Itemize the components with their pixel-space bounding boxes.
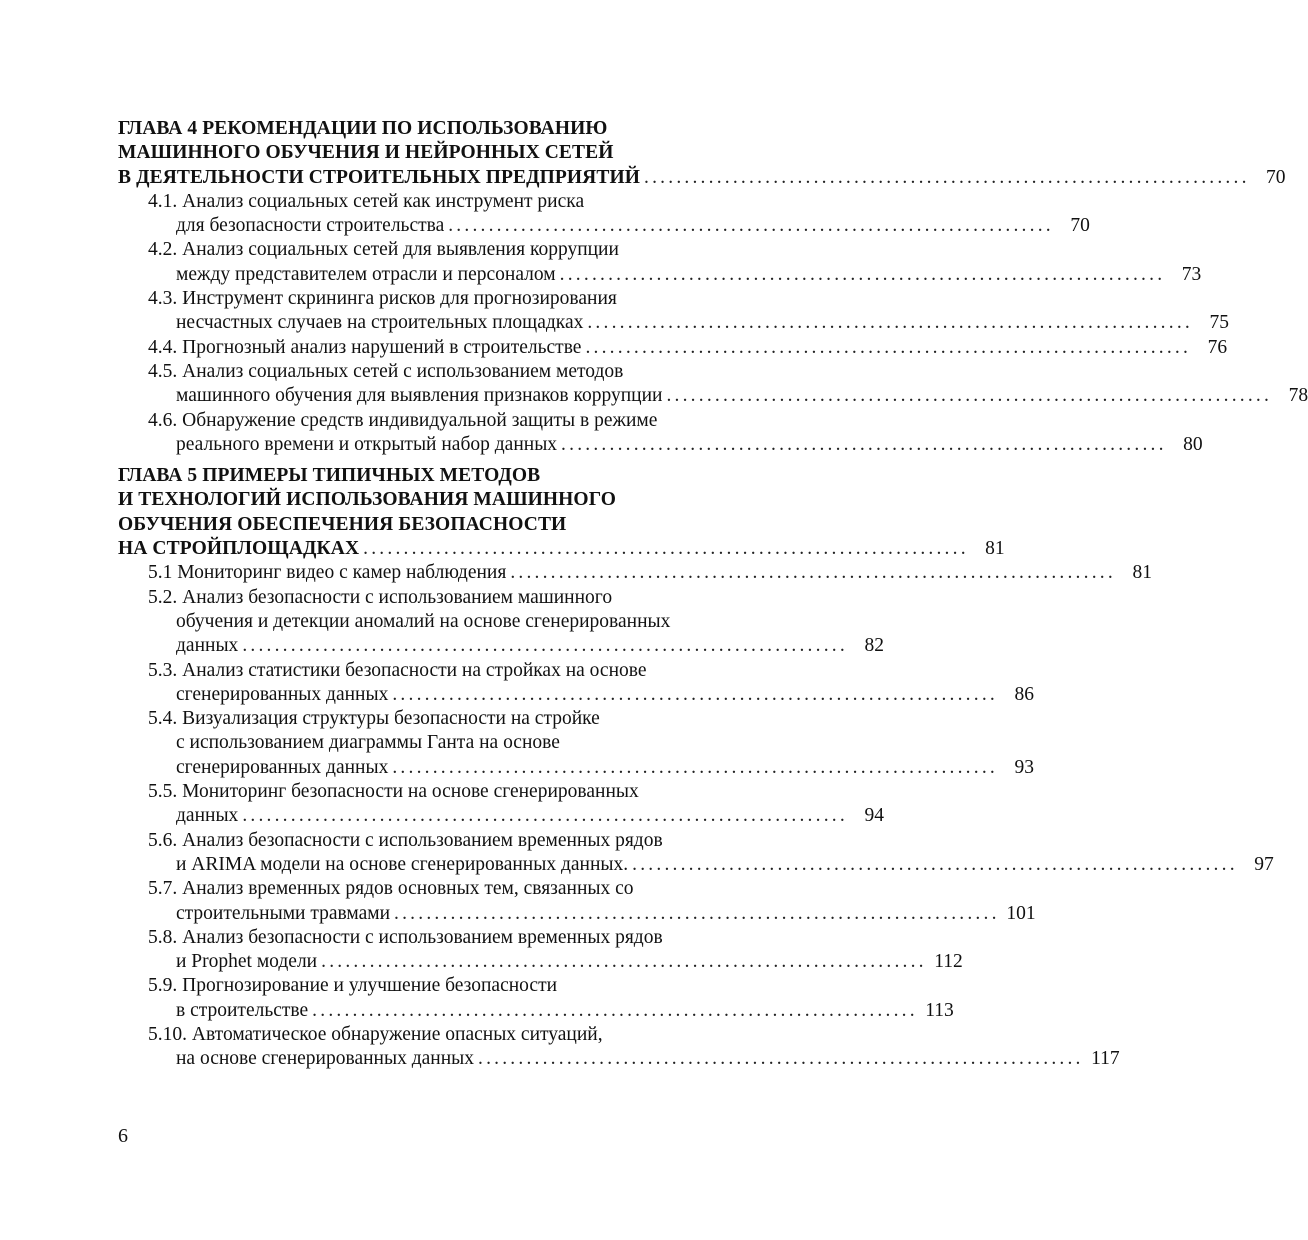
section-line[interactable] bbox=[118, 263, 1202, 287]
section-line[interactable] bbox=[118, 384, 1308, 408]
entry-title: между представителем отрасли и персоналом bbox=[176, 263, 556, 285]
section-line: 5.9. Прогнозирование и улучшение безопасности bbox=[148, 975, 558, 997]
toc-section[interactable] bbox=[118, 659, 1034, 708]
toc-section[interactable] bbox=[118, 287, 1229, 336]
section-line[interactable] bbox=[118, 634, 884, 658]
section-line: 5.10. Автоматическое обнаружение опасных ситуаций, bbox=[148, 1023, 603, 1045]
leader-dots: ........................................................................... bbox=[644, 166, 1250, 188]
page-ref: 80 bbox=[1183, 433, 1203, 455]
section-line[interactable] bbox=[118, 756, 1034, 780]
toc-section[interactable] bbox=[118, 926, 963, 975]
toc-section[interactable] bbox=[118, 877, 1036, 926]
entry-title: В ДЕЯТЕЛЬНОСТИ СТРОИТЕЛЬНЫХ ПРЕДПРИЯТИЙ bbox=[118, 166, 641, 188]
entry-title: данных bbox=[176, 805, 239, 827]
leader-dots: ........................................................................... bbox=[392, 683, 998, 705]
section-line[interactable] bbox=[118, 311, 1229, 335]
chapter-title-line: ГЛАВА 4 РЕКОМЕНДАЦИИ ПО ИСПОЛЬЗОВАНИЮ bbox=[118, 118, 608, 139]
section-line[interactable] bbox=[118, 999, 954, 1023]
entry-title: и Prophet модели bbox=[176, 951, 318, 973]
section-line[interactable] bbox=[118, 214, 1090, 238]
leader-dots: ........................................................................... bbox=[559, 263, 1166, 285]
section-line: 5.8. Анализ безопасности с использованием временных рядов bbox=[148, 926, 663, 948]
section-line: 4.6. Обнаружение средств индивидуальной защиты в режиме bbox=[148, 409, 658, 431]
entry-title: и ARIMA модели на основе сгенерированных данных. bbox=[176, 853, 629, 875]
table-of-contents bbox=[118, 117, 1308, 1079]
section-line: обучения и детекции аномалий на основе сгенерированных bbox=[176, 610, 671, 632]
section-line: 5.2. Анализ безопасности с использованием машинного bbox=[148, 586, 613, 608]
toc-section[interactable] bbox=[118, 336, 1228, 360]
entry-title: 4.4. Прогнозный анализ нарушений в строительстве bbox=[148, 336, 582, 358]
page-ref: 101 bbox=[1006, 902, 1036, 924]
page-ref: 76 bbox=[1207, 336, 1228, 358]
leader-dots: ........................................................................... bbox=[510, 562, 1116, 584]
toc-section[interactable] bbox=[118, 586, 884, 659]
leader-dots: ........................................................................... bbox=[242, 635, 848, 657]
page-ref: 113 bbox=[925, 999, 954, 1021]
toc-section[interactable] bbox=[118, 190, 1090, 239]
leader-dots: ........................................................................... bbox=[666, 385, 1273, 407]
section-line: 4.1. Анализ социальных сетей как инструмент риска bbox=[148, 190, 585, 212]
leader-dots: ........................................................................... bbox=[632, 853, 1238, 875]
leader-dots: ........................................................................... bbox=[478, 1048, 1084, 1070]
section-line: 4.2. Анализ социальных сетей для выявления коррупции bbox=[148, 239, 619, 261]
toc-section[interactable] bbox=[118, 1023, 1120, 1072]
page-ref: 81 bbox=[1132, 562, 1152, 584]
page-ref: 97 bbox=[1254, 853, 1274, 875]
entry-title: НА СТРОЙПЛОЩАДКАХ bbox=[118, 538, 360, 560]
leader-dots: ........................................................................... bbox=[561, 433, 1167, 455]
leader-dots: ........................................................................... bbox=[448, 215, 1054, 237]
section-line[interactable] bbox=[118, 853, 1274, 877]
section-line: 4.3. Инструмент скрининга рисков для прогнозирования bbox=[148, 288, 617, 310]
section-line: 4.5. Анализ социальных сетей с использованием методов bbox=[148, 360, 624, 382]
section-line[interactable] bbox=[118, 433, 1203, 457]
chapter-title-line: МАШИННОГО ОБУЧЕНИЯ И НЕЙРОННЫХ СЕТЕЙ bbox=[118, 142, 614, 164]
entry-title: машинного обучения для выявления признаков коррупции bbox=[176, 385, 663, 407]
section-line: 5.7. Анализ временных рядов основных тем, связанных со bbox=[148, 878, 634, 900]
toc-section[interactable] bbox=[118, 780, 884, 829]
section-line: 5.4. Визуализация структуры безопасности на стройке bbox=[148, 708, 600, 730]
section-line[interactable] bbox=[118, 950, 963, 974]
leader-dots: ........................................................................... bbox=[312, 999, 918, 1021]
chapter-title-line: ГЛАВА 5 ПРИМЕРЫ ТИПИЧНЫХ МЕТОДОВ bbox=[118, 465, 541, 487]
section-line[interactable] bbox=[118, 902, 1036, 926]
chapter-title-line: ОБУЧЕНИЯ ОБЕСПЕЧЕНИЯ БЕЗОПАСНОСТИ bbox=[118, 513, 567, 535]
chapter-title-line[interactable] bbox=[118, 166, 1286, 190]
page-ref: 93 bbox=[1014, 756, 1034, 778]
entry-title: на основе сгенерированных данных bbox=[176, 1048, 474, 1070]
leader-dots: ........................................................................... bbox=[242, 805, 848, 827]
section-line[interactable] bbox=[118, 336, 1228, 360]
toc-section[interactable] bbox=[118, 360, 1308, 409]
page-ref: 86 bbox=[1014, 683, 1034, 705]
section-line[interactable] bbox=[118, 804, 884, 828]
page-ref: 82 bbox=[864, 635, 884, 657]
entry-title: сгенерированных данных bbox=[176, 756, 389, 778]
entry-title: сгенерированных данных bbox=[176, 683, 389, 705]
entry-title: строительными травмами bbox=[176, 902, 391, 924]
chapter-title-line: И ТЕХНОЛОГИЙ ИСПОЛЬЗОВАНИЯ МАШИННОГО bbox=[118, 489, 616, 511]
entry-title: 5.1 Мониторинг видео с камер наблюдения bbox=[148, 562, 507, 584]
section-line: с использованием диаграммы Ганта на основе bbox=[176, 732, 560, 754]
leader-dots: ........................................................................... bbox=[394, 902, 1000, 924]
toc-section[interactable] bbox=[118, 829, 1274, 878]
section-line: 5.3. Анализ статистики безопасности на стройках на основе bbox=[148, 659, 647, 681]
entry-title: реального времени и открытый набор данных bbox=[176, 433, 558, 455]
page-number: 6 bbox=[118, 1125, 128, 1147]
section-line[interactable] bbox=[118, 561, 1152, 585]
page-ref: 70 bbox=[1070, 215, 1090, 237]
leader-dots: ........................................................................... bbox=[392, 756, 998, 778]
toc-section[interactable] bbox=[118, 238, 1202, 287]
page-ref: 112 bbox=[934, 951, 963, 973]
section-line: 5.5. Мониторинг безопасности на основе сгенерированных bbox=[148, 781, 639, 803]
entry-title: в строительстве bbox=[176, 999, 309, 1021]
entry-title: для безопасности строительства bbox=[176, 215, 445, 237]
page-ref: 81 bbox=[985, 538, 1005, 560]
toc-section[interactable] bbox=[118, 409, 1203, 458]
entry-title: данных bbox=[176, 635, 239, 657]
page-ref: 73 bbox=[1181, 263, 1202, 285]
page-ref: 117 bbox=[1091, 1048, 1120, 1070]
page-ref: 78 bbox=[1288, 385, 1308, 407]
leader-dots: ........................................................................... bbox=[585, 336, 1192, 358]
leader-dots: ........................................................................... bbox=[363, 538, 969, 560]
chapter-block bbox=[118, 464, 1274, 1071]
leader-dots: ........................................................................... bbox=[587, 312, 1193, 334]
page-ref: 70 bbox=[1265, 166, 1286, 188]
chapter-title-line[interactable] bbox=[118, 537, 1005, 561]
page-ref: 75 bbox=[1209, 312, 1229, 334]
section-line[interactable] bbox=[118, 683, 1034, 707]
page-ref: 94 bbox=[864, 805, 884, 827]
leader-dots: ........................................................................... bbox=[321, 951, 927, 973]
chapter-block bbox=[118, 117, 1308, 457]
toc-section[interactable] bbox=[118, 974, 954, 1023]
section-line: 5.6. Анализ безопасности с использованием временных рядов bbox=[148, 829, 663, 851]
toc-section[interactable] bbox=[118, 561, 1152, 585]
toc-section[interactable] bbox=[118, 707, 1034, 780]
entry-title: несчастных случаев на строительных площадках bbox=[176, 312, 584, 334]
section-line[interactable] bbox=[118, 1047, 1120, 1071]
